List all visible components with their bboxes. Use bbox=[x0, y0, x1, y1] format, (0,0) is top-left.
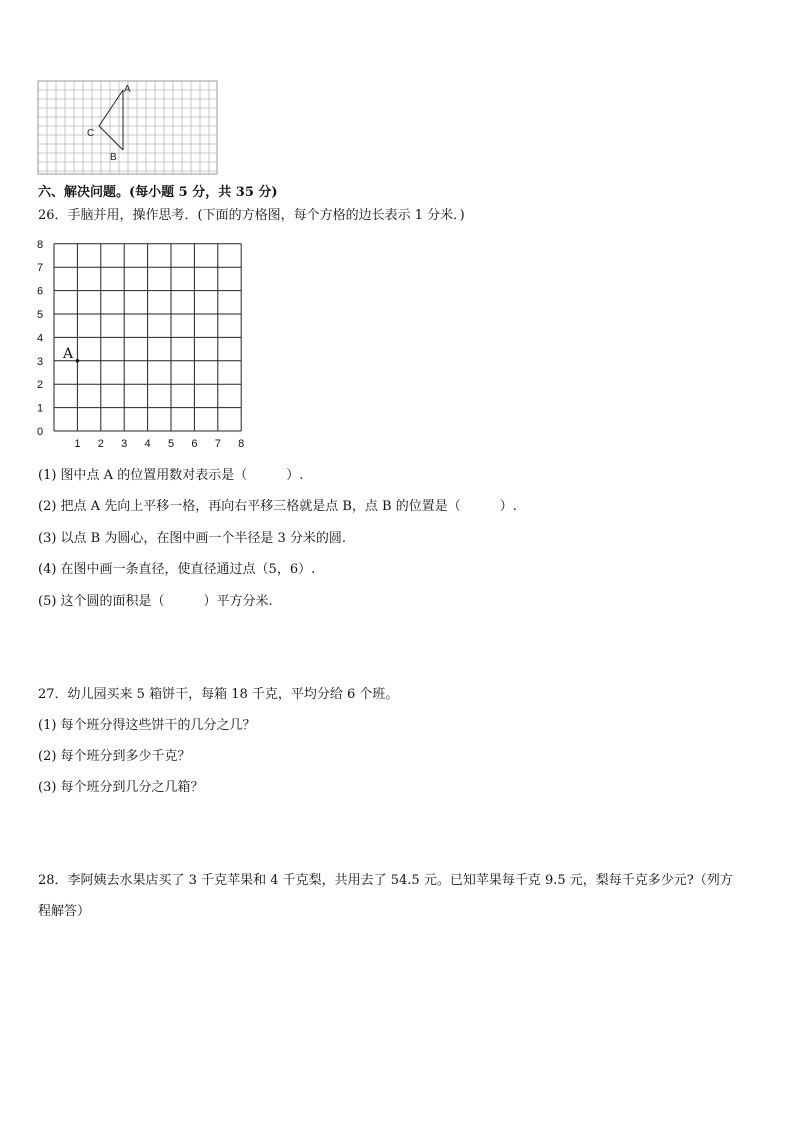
x-axis-tick-label: 4 bbox=[144, 438, 151, 450]
q26-part-1: (1) 图中点 A 的位置用数对表示是（ ）. bbox=[38, 468, 304, 483]
y-axis-tick-label: 5 bbox=[36, 309, 44, 321]
x-axis-tick-label: 8 bbox=[238, 438, 245, 450]
point-a-label: A bbox=[124, 84, 131, 95]
q27-intro: 27．幼儿园买来 5 箱饼干，每箱 18 千克，平均分给 6 个班。 bbox=[38, 687, 399, 702]
x-axis-tick-label: 1 bbox=[74, 438, 81, 450]
y-axis-tick-label: 7 bbox=[36, 262, 44, 275]
y-axis-tick-label: 8 bbox=[36, 238, 44, 251]
q27-part-1: (1) 每个班分得这些饼干的几分之几？ bbox=[38, 718, 256, 733]
coordinate-grid bbox=[30, 236, 260, 456]
y-axis-tick-label: 0 bbox=[36, 426, 44, 438]
section-heading: 六、解决问题。(每小题 5 分，共 35 分) bbox=[38, 185, 278, 200]
q26-part-2: (2) 把点 A 先向上平移一格，再向右平移三格就是点 B，点 B 的位置是（ ）. bbox=[38, 499, 517, 514]
x-axis-tick-label: 6 bbox=[191, 438, 198, 450]
y-axis-tick-label: 1 bbox=[36, 402, 44, 415]
q27-part-3: (3) 每个班分到几分之几箱？ bbox=[38, 780, 204, 795]
x-axis-tick-label: 5 bbox=[167, 438, 175, 450]
grid-point-a bbox=[76, 359, 80, 363]
q28-line-2: 程解答） bbox=[38, 904, 91, 919]
grid-point-a-label: A bbox=[63, 346, 74, 362]
y-axis-tick-label: 2 bbox=[36, 379, 44, 392]
point-b-label: B bbox=[110, 152, 117, 163]
q26-part-5: (5) 这个圆的面积是（ ）平方分米. bbox=[38, 594, 273, 609]
point-c-label: C bbox=[87, 128, 95, 139]
y-axis-tick-label: 3 bbox=[36, 355, 44, 368]
x-axis-tick-label: 2 bbox=[97, 438, 104, 450]
q26-part-4: (4) 在图中画一条直径，使直径通过点（5，6）. bbox=[38, 562, 316, 577]
triangle-grid-figure bbox=[37, 80, 219, 176]
q26-part-3: (3) 以点 B 为圆心，在图中画一个半径是 3 分米的圆. bbox=[38, 531, 347, 546]
q27-part-2: (2) 每个班分到多少千克？ bbox=[38, 749, 191, 764]
y-axis-tick-label: 4 bbox=[36, 332, 44, 345]
x-axis-tick-label: 3 bbox=[121, 438, 128, 450]
q28-line-1: 28．李阿姨去水果店买了 3 千克苹果和 4 千克梨，共用去了 54.5 元。已知苹果每千克 9.5 元，梨每千克多少元?（列方 bbox=[38, 873, 733, 888]
x-axis-tick-label: 7 bbox=[214, 438, 221, 450]
q26-intro: 26．手脑并用，操作思考．(下面的方格图，每个方格的边长表示 1 分米．) bbox=[38, 208, 465, 223]
y-axis-tick-label: 6 bbox=[36, 285, 44, 298]
